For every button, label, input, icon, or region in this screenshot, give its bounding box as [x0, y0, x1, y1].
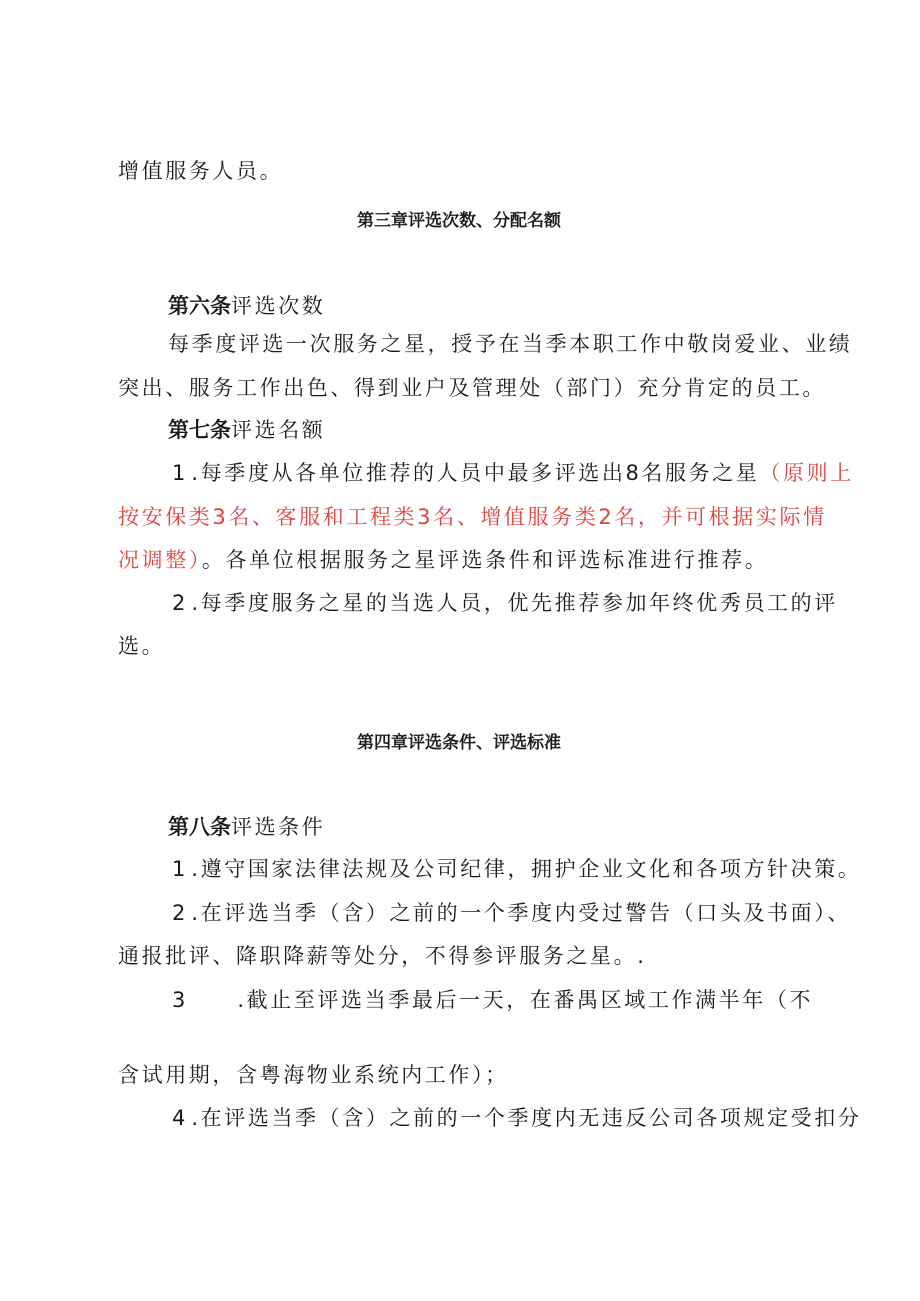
text-line: 通报批评、降职降薪等处分，不得参评服务之星。.: [118, 944, 647, 968]
article-title: 评选名额: [231, 418, 326, 442]
article-heading: [168, 416, 325, 444]
item-text: .在评选当季（含）之前的一个季度内无违反公司各项规定受扣分: [191, 1106, 862, 1130]
item-text: .遵守国家法律法规及公司纪律，拥护企业文化和各项方针决策。: [191, 857, 862, 881]
list-item: [172, 855, 861, 883]
article-label: 第六条: [168, 294, 231, 318]
article-heading: [168, 813, 325, 841]
list-item: [172, 899, 851, 927]
item-text: 。各单位根据服务之星评选条件和评选标准进行推荐。: [201, 548, 769, 572]
item-text: .在评选当季（含）之前的一个季度内受过警告（口头及书面）、: [191, 901, 851, 925]
item-number: 2: [172, 901, 186, 925]
highlighted-text: 况调整）: [118, 548, 202, 572]
item-number: 4: [172, 1106, 186, 1130]
text-line: 增值服务人员。: [118, 159, 284, 183]
item-number: 1: [172, 461, 186, 485]
text-line: 含试用期，含粤海物业系统内工作）；: [118, 1063, 509, 1087]
item-text: .每季度从各单位推荐的人员中最多评选出8名服务之星: [191, 461, 760, 485]
item-number: 2: [172, 591, 186, 615]
article-title: 评选次数: [231, 294, 326, 318]
item-text: .每季度服务之星的当选人员，优先推荐参加年终优秀员工的评: [191, 591, 838, 615]
item-number: 1: [172, 857, 186, 881]
item-number: 3: [172, 988, 186, 1012]
chapter-heading: 第三章评选次数、分配名额: [357, 211, 561, 231]
text-line: 选。: [118, 634, 166, 658]
text-line: [118, 546, 768, 574]
text-line: 突出、服务工作出色、得到业户及管理处（部门）充分肯定的员工。: [118, 376, 826, 400]
highlighted-text: （原则上: [759, 461, 854, 485]
list-item: [172, 1104, 861, 1132]
article-heading: [168, 292, 325, 320]
article-label: 第八条: [168, 815, 231, 839]
highlighted-text: 按安保类3名、客服和工程类3名、增值服务类2名，并可根据实际情: [118, 505, 827, 529]
item-text: .截止至评选当季最后一天，在番禺区域工作满半年（不: [237, 988, 814, 1012]
list-item: [172, 589, 838, 617]
article-label: 第七条: [168, 418, 231, 442]
list-item: [172, 459, 854, 487]
chapter-heading: 第四章评选条件、评选标准: [357, 733, 561, 753]
text-line: 每季度评选一次服务之星，授予在当季本职工作中敬岗爱业、业绩: [168, 332, 853, 356]
list-item: [172, 986, 813, 1014]
article-title: 评选条件: [231, 815, 326, 839]
